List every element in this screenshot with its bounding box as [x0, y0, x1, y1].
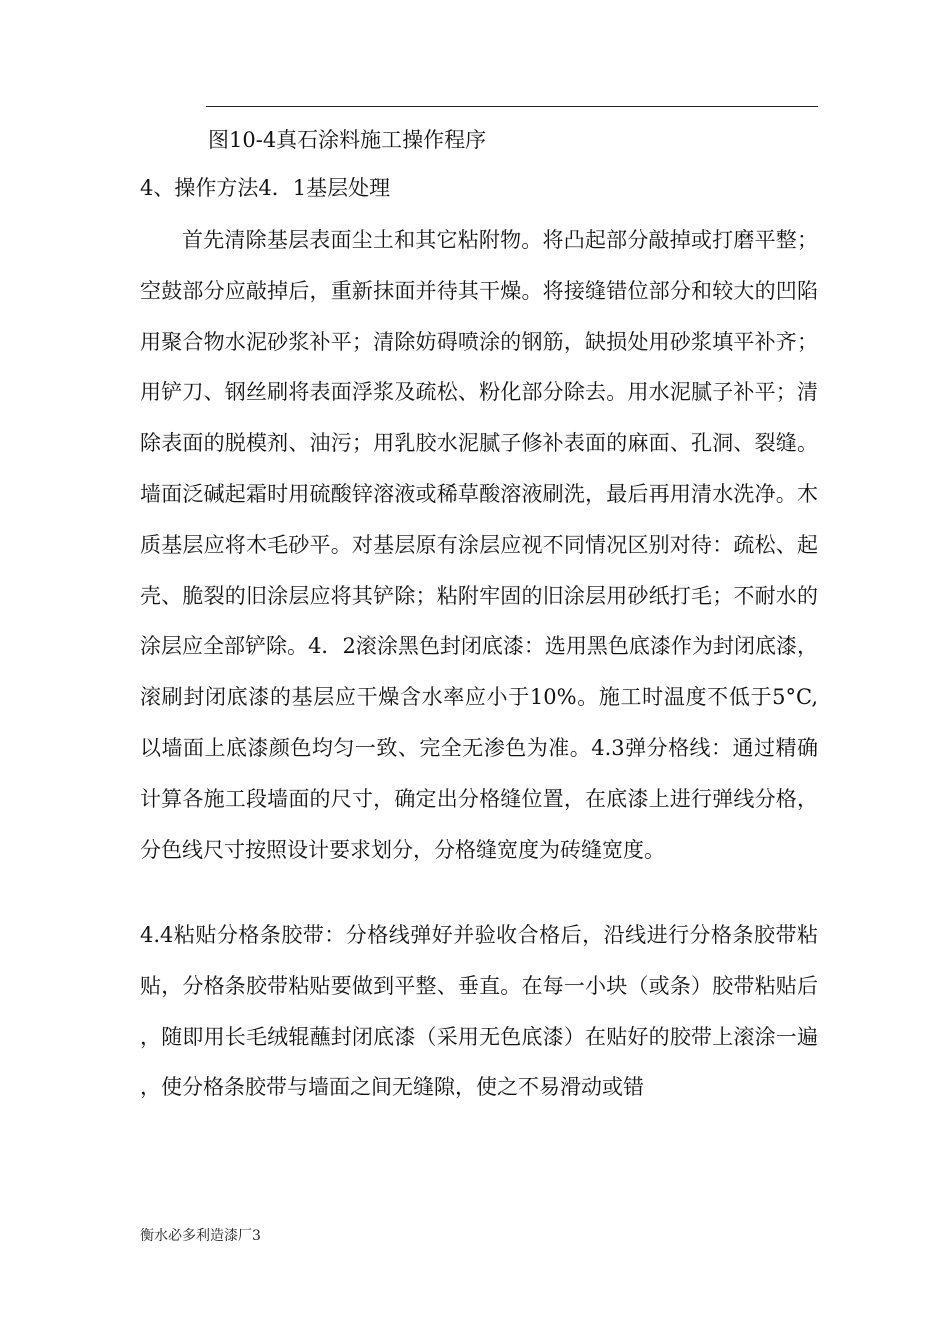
body-paragraph-base-treatment: 首先清除基层表面尘土和其它粘附物。将凸起部分敲掉或打磨平整；空鼓部分应敲掉后，重新抹面并待其干燥。将接缝错位部分和较大的凹陷用聚合物水泥砂浆补平；清除妨碍喷涂的钢筋，缺损处用砂浆填平补齐；用铲刀、钢丝刷将表面浮浆及疏松、粉化部分除去。用水泥腻子补平；清除表面的脱模剂、油污；用乳胶水泥腻子修补表面的麻面、孔洞、裂缝。墙面泛碱起霜时用硫酸锌溶液或稀草酸溶液刷洗，最后再用清水洗净。木质基层应将木毛砂平。对基层原有涂层应视不同情况区别对待：疏松、起壳、脆裂的旧涂层应将其铲除；粘附牢固的旧涂层用砂纸打毛；不耐水的涂层应全部铲除。4．2滚涂黑色封闭底漆：选用黑色底漆作为封闭底漆，滚刷封闭底漆的基层应干燥含水率应小于10%。施工时温度不低于5°C,以墙面上底漆颜色均匀一致、完全无渗色为准。4.3弹分格线：通过精确计算各施工段墙面的尺寸，确定出分格缝位置，在底漆上进行弹线分格，分色线尺寸按照设计要求划分，分格缝宽度为砖缝宽度。	[140, 228, 818, 862]
top-divider-line	[206, 106, 818, 107]
page-footer: 衡水必多利造漆厂3	[140, 1228, 261, 1244]
section-heading: 4、操作方法4．1基层处理	[140, 176, 391, 200]
body-paragraph-tape: 4.4粘贴分格条胶带：分格线弹好并验收合格后，沿线进行分格条胶带粘贴，分格条胶带粘贴要做到平整、垂直。在每一小块（或条）胶带粘贴后，随即用长毛绒辊蘸封闭底漆（采用无色底漆）在贴好的胶带上滚涂一遍，使分格条胶带与墙面之间无缝隙，使之不易滑动或错	[140, 923, 818, 1100]
figure-caption: 图10-4真石涂料施工操作程序	[208, 128, 487, 152]
